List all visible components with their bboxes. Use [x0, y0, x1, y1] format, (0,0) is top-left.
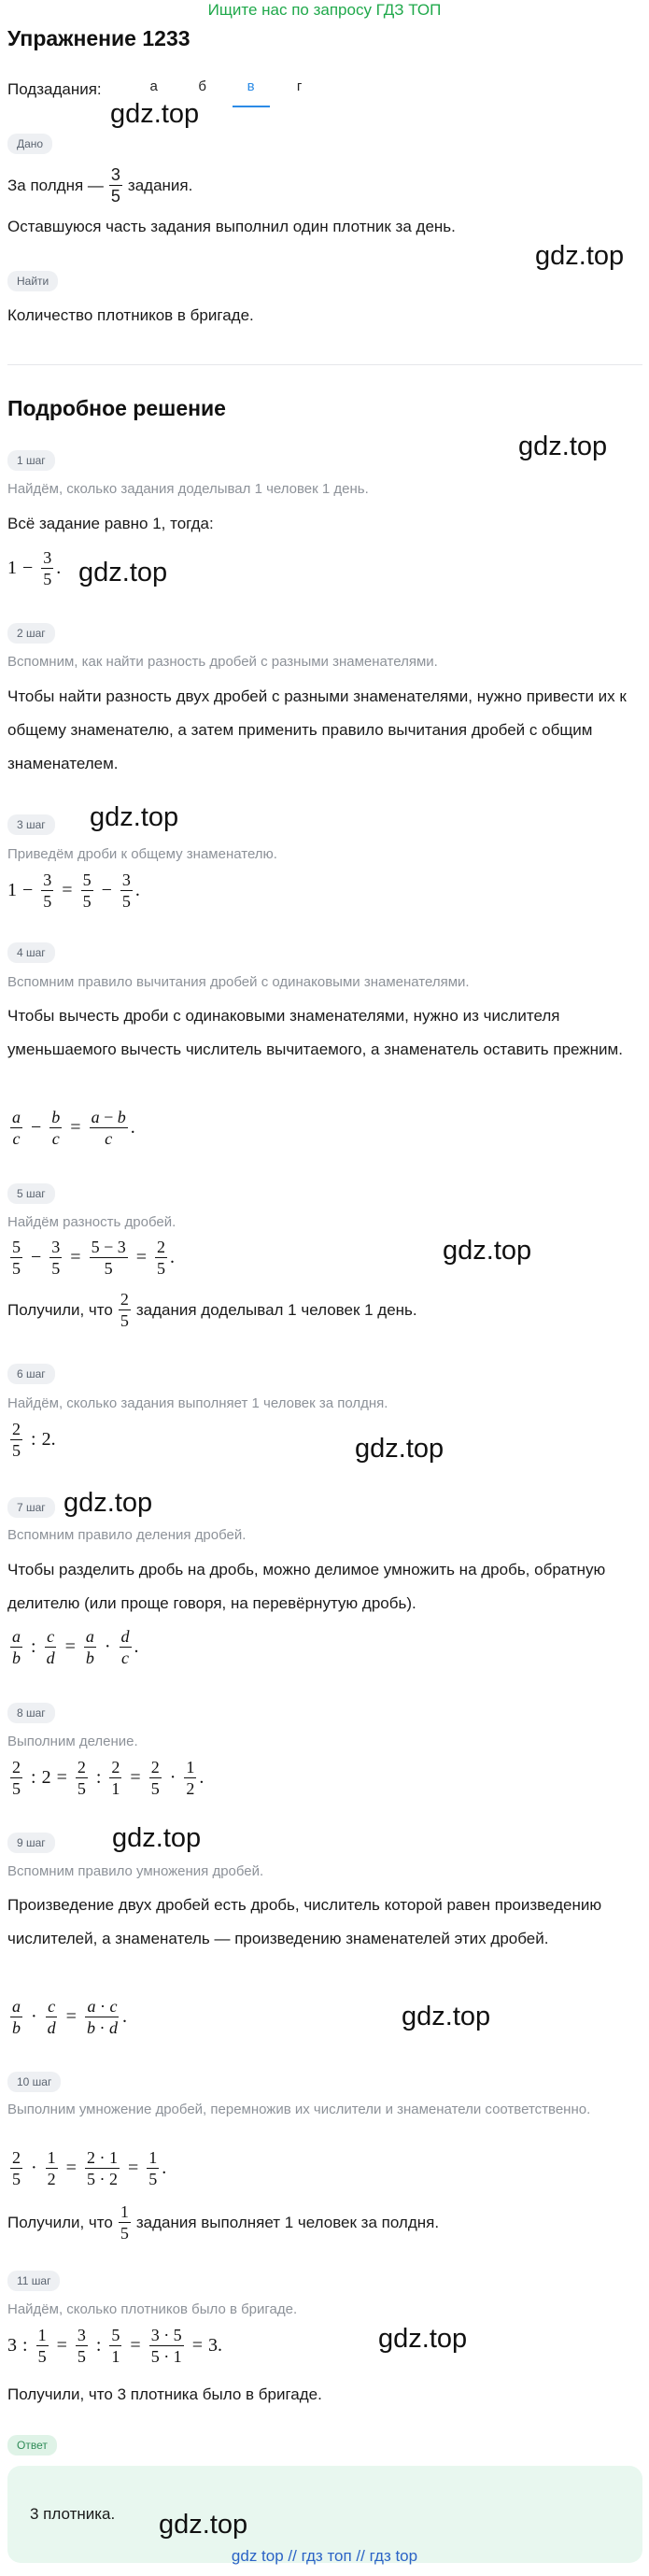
watermark: gdz.top: [112, 1823, 202, 1853]
solution-title: Подробное решение: [7, 396, 226, 420]
tab-b[interactable]: б: [198, 78, 206, 94]
step-4-formula: $\frac{a}{c}$ − $\frac{b}{c}$ = $\frac{a - b}{c}$ .: [12, 1108, 135, 1148]
step-6-desc: Найдём, сколько задания выполняет 1 человек за полдня.: [7, 1395, 388, 1411]
step-9-text: Произведение двух дробей есть дробь, числитель которой равен произведению числителей, а знаменатель — произведению знаменателей этих дробей.: [7, 1896, 602, 1947]
step-2-badge: 2 шаг: [7, 623, 55, 644]
given-badge: Дано: [7, 134, 52, 154]
step-11-result: Получили, что 3 плотника было в бригаде.: [7, 2385, 322, 2403]
watermark: gdz.top: [355, 1434, 444, 1464]
watermark: gdz.top: [402, 2002, 491, 2031]
step-5-formula: $\frac{5}{5}$ − $\frac{3}{5}$ = $\frac{5 - 3}{5}$ = $\frac{2}{5}$ .: [12, 1238, 175, 1278]
answer-badge: Ответ: [7, 2435, 57, 2456]
given-suffix: задания.: [127, 176, 193, 194]
step-1-badge: 1 шаг: [7, 450, 55, 471]
step-1-formula: 1 − $\frac{3}{5}$ .: [7, 548, 62, 588]
answer-text: 3 плотника.: [30, 2505, 116, 2523]
divider: [7, 364, 642, 365]
step-10-result: Получили, что $\frac{1}{5}$ задания выполняет 1 человек за полдня.: [7, 2202, 440, 2243]
subtasks-bar: [7, 78, 324, 100]
watermark: gdz.top: [443, 1236, 532, 1266]
step-1-desc: Найдём, сколько задания доделывал 1 человек 1 день.: [7, 481, 369, 497]
result-prefix: Получили, что: [7, 2213, 113, 2231]
step-10-desc: Выполним умножение дробей, перемножив их числители и знаменатели соответственно.: [7, 2102, 591, 2117]
result-prefix: Получили, что: [7, 1300, 113, 1319]
step-4-desc: Вспомним правило вычитания дробей с одинаковыми знаменателями.: [7, 974, 470, 990]
tab-a[interactable]: а: [149, 78, 158, 94]
step-7-text: Чтобы разделить дробь на дробь, можно делимое умножить на дробь, обратную делителю (или проще говоря, на перевёрнутую дробь).: [7, 1561, 606, 1612]
watermark: gdz.top: [90, 802, 179, 832]
step-4-text: Чтобы вычесть дроби с одинаковыми знаменателями, нужно из числителя уменьшаемого вычесть числитель вычитаемого, а знаменатель оставить прежним.: [7, 1007, 623, 1058]
step-3-formula: 1 − $\frac{3}{5}$ = $\frac{5}{5}$ − $\frac{3}{5}$ .: [7, 870, 140, 911]
search-banner[interactable]: Ищите нас по запросу ГДЗ ТОП: [207, 1, 442, 19]
denominator: 5: [110, 187, 120, 205]
given-prefix: За полдня —: [7, 176, 104, 194]
step-7-formula: $\frac{a}{b}$ : $\frac{c}{d}$ = $\frac{a}{b}$ · $\frac{d}{c}$ .: [12, 1627, 139, 1667]
tab-g[interactable]: г: [296, 78, 303, 94]
watermark: gdz.top: [518, 432, 608, 461]
step-7-desc: Вспомним правило деления дробей.: [7, 1527, 247, 1543]
footer-links[interactable]: gdz top // гдз топ // гдз top: [231, 2547, 418, 2565]
subtasks-label: Подзадания:: [7, 79, 102, 98]
watermark: gdz.top: [110, 99, 200, 129]
step-1-text: Всё задание равно 1, тогда:: [7, 515, 214, 532]
step-11-formula: 3 : $\frac{1}{5}$ = $\frac{3}{5}$ : $\frac{5}{1}$ = $\frac{3 \cdot 5}{5 \cdot 1}$ = 3.: [7, 2326, 222, 2366]
step-7-badge: 7 шаг: [7, 1497, 55, 1518]
step-8-desc: Выполним деление.: [7, 1734, 138, 1749]
step-2-desc: Вспомним, как найти разность дробей с разными знаменателями.: [7, 654, 438, 670]
step-4-badge: 4 шаг: [7, 942, 55, 963]
step-11-badge: 11 шаг: [7, 2271, 60, 2291]
step-10-formula: $\frac{2}{5}$ · $\frac{1}{2}$ = $\frac{2 \cdot 1}{5 \cdot 2}$ = $\frac{1}{5}$ .: [12, 2148, 167, 2188]
step-5-badge: 5 шаг: [7, 1183, 55, 1204]
fraction: [109, 165, 122, 205]
step-6-formula: $\frac{2}{5}$ : 2.: [12, 1420, 56, 1460]
watermark: gdz.top: [78, 558, 168, 587]
find-badge: Найти: [7, 271, 58, 291]
step-9-formula: $\frac{a}{b}$ · $\frac{c}{d}$ = $\frac{a \cdot c}{b \cdot d}$ .: [12, 1997, 127, 2037]
find-text: Количество плотников в бригаде.: [7, 306, 254, 324]
page-title: Упражнение 1233: [7, 26, 190, 50]
step-8-badge: 8 шаг: [7, 1703, 55, 1723]
result-suffix: задания доделывал 1 человек 1 день.: [135, 1300, 417, 1319]
step-11-desc: Найдём, сколько плотников было в бригаде.: [7, 2301, 298, 2317]
watermark: gdz.top: [63, 1488, 153, 1518]
numerator: 3: [110, 165, 120, 184]
tab-v[interactable]: в: [227, 78, 275, 100]
given-line-1: [7, 165, 642, 205]
step-9-badge: 9 шаг: [7, 1833, 55, 1853]
step-5-desc: Найдём разность дробей.: [7, 1214, 176, 1230]
step-8-formula: $\frac{2}{5}$ : 2 = $\frac{2}{5}$ : $\frac{2}{1}$ = $\frac{2}{5}$ · $\frac{1}{2}$ .: [12, 1758, 205, 1798]
step-3-desc: Приведём дроби к общему знаменателю.: [7, 846, 277, 862]
step-2-text: Чтобы найти разность двух дробей с разными знаменателями, нужно привести их к общему знаменателю, а затем применить правило вычитания дробей с общим знаменателем.: [7, 687, 627, 772]
watermark: gdz.top: [378, 2324, 468, 2354]
step-6-badge: 6 шаг: [7, 1364, 55, 1384]
step-9-desc: Вспомним правило умножения дробей.: [7, 1863, 264, 1879]
watermark: gdz.top: [159, 2510, 248, 2540]
given-line-2: Оставшуюся часть задания выполнил один плотник за день.: [7, 218, 456, 235]
watermark: gdz.top: [535, 241, 625, 271]
step-5-result: Получили, что $\frac{2}{5}$ задания доделывал 1 человек 1 день.: [7, 1290, 417, 1330]
result-suffix: задания выполняет 1 человек за полдня.: [135, 2213, 440, 2231]
step-10-badge: 10 шаг: [7, 2072, 61, 2092]
step-3-badge: 3 шаг: [7, 814, 55, 835]
